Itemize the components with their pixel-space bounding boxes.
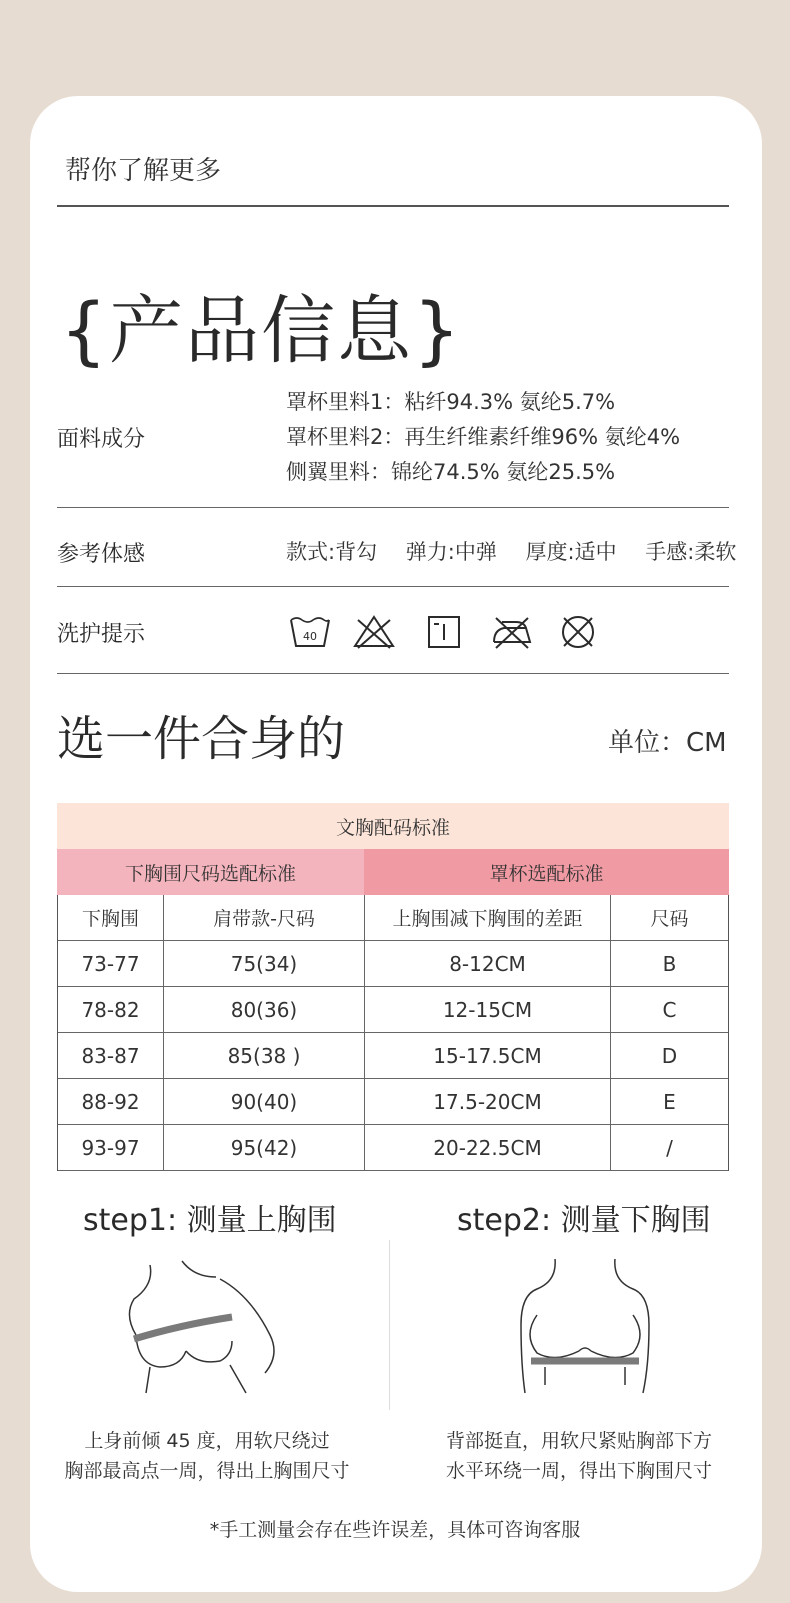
feel-style: 款式:背勾 (286, 540, 378, 564)
table-cell: E (663, 1089, 676, 1114)
desc-line: 上身前倾 45 度，用软尺绕过 (84, 1430, 330, 1452)
table-header-row (58, 895, 728, 941)
table-cell: 80(36) (164, 987, 365, 1032)
table-row (58, 941, 728, 987)
feel-elasticity: 弹力:中弹 (405, 540, 497, 564)
no-iron-icon (490, 612, 534, 652)
table-cell: 95(42) (164, 1125, 365, 1170)
step2-description (426, 1426, 732, 1486)
table-row (58, 1033, 728, 1079)
desc-line: 背部挺直，用软尺紧贴胸部下方 (445, 1430, 712, 1452)
band-size-group: 下胸围尺码选配标准 (57, 849, 364, 895)
feel-thickness: 厚度:适中 (525, 540, 617, 564)
table-cell: 88-92 (58, 1079, 164, 1124)
wash-40-icon (288, 612, 332, 652)
measurement-note: *手工测量会存在些许误差，具体可咨询客服 (209, 1519, 581, 1541)
table-cell: 83-87 (58, 1033, 164, 1078)
table-cell: C (662, 997, 677, 1022)
table-row (58, 1079, 728, 1125)
desc-line: 水平环绕一周，得出下胸围尺寸 (445, 1460, 712, 1482)
table-cell: 20-22.5CM (365, 1125, 611, 1170)
no-bleach-icon (352, 612, 396, 652)
table-cell: 90(40) (164, 1079, 365, 1124)
care-label: 洗护提示 (57, 622, 146, 647)
column-header: 尺码 (650, 908, 689, 930)
fabric-line: 罩杯里料2：再生纤维素纤维96% 氨纶4% (286, 425, 681, 449)
divider (57, 586, 729, 587)
column-header: 下胸围 (58, 895, 164, 940)
measure-underbust-illustration (515, 1255, 655, 1399)
no-dry-clean-icon (556, 612, 600, 652)
table-cell: 8-12CM (365, 941, 611, 986)
table-cell: 85(38 ) (164, 1033, 365, 1078)
line-dry-icon (422, 612, 466, 652)
feel-label: 参考体感 (57, 542, 146, 567)
intro-text: 帮你了解更多 (65, 156, 222, 186)
step1-title: step1: 测量上胸围 (83, 1203, 337, 1238)
table-cell: B (662, 951, 677, 976)
table-cell: 75(34) (164, 941, 365, 986)
fit-title: 选一件合身的 (57, 711, 346, 767)
desc-line: 胸部最高点一周，得出上胸围尺寸 (64, 1460, 350, 1482)
table-row (58, 987, 728, 1033)
table-cell: 93-97 (58, 1125, 164, 1170)
step-divider (389, 1240, 390, 1410)
table-cell: 17.5-20CM (365, 1079, 611, 1124)
size-table-groups (57, 849, 729, 895)
table-cell: 78-82 (58, 987, 164, 1032)
table-cell: 15-17.5CM (365, 1033, 611, 1078)
table-row (58, 1125, 728, 1171)
fabric-line: 罩杯里料1：粘纤94.3% 氨纶5.7% (286, 390, 616, 414)
table-cell: 73-77 (58, 941, 164, 986)
feel-touch: 手感:柔软 (645, 540, 737, 564)
fabric-label: 面料成分 (57, 427, 146, 452)
column-header: 肩带款-尺码 (164, 895, 365, 940)
measure-bust-illustration (120, 1255, 290, 1399)
size-table (57, 803, 729, 1171)
wash-temp-text: 40 (303, 630, 317, 643)
divider (57, 205, 729, 207)
table-cell: / (666, 1135, 673, 1160)
cup-size-group: 罩杯选配标准 (364, 849, 729, 895)
product-info-title: {产品信息} (60, 288, 463, 374)
step2-title: step2: 测量下胸围 (457, 1203, 711, 1238)
column-header: 上胸围减下胸围的差距 (365, 895, 611, 940)
divider (57, 507, 729, 508)
table-cell: D (661, 1043, 678, 1068)
size-table-title: 文胸配码标准 (57, 803, 729, 849)
step1-description (57, 1426, 357, 1486)
size-grid (57, 895, 729, 1171)
unit-label: 单位：CM (608, 728, 727, 758)
divider (57, 673, 729, 674)
feel-attributes (286, 536, 758, 566)
fabric-line: 侧翼里料：锦纶74.5% 氨纶25.5% (286, 460, 616, 484)
table-cell: 12-15CM (365, 987, 611, 1032)
